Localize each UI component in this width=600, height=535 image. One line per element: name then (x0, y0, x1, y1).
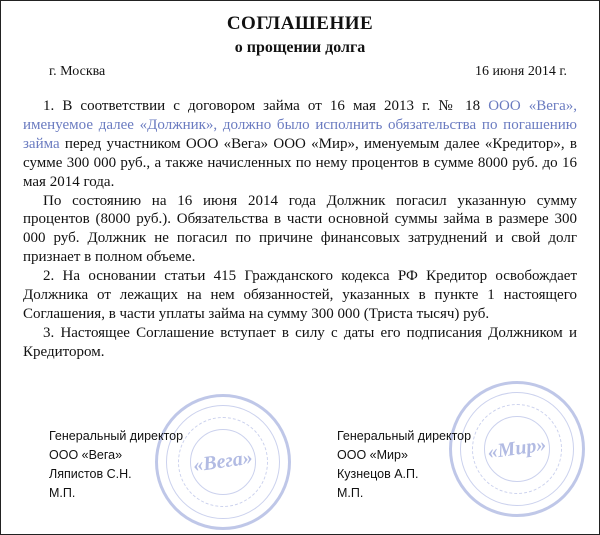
signature-block-left (49, 427, 183, 503)
signer-position-right: Генеральный директор (337, 429, 472, 443)
signer-position-left: Генеральный директор (49, 429, 184, 443)
stamp-place-left: М.П. (49, 486, 76, 500)
signer-name-left: Ляпистов С.Н. (49, 467, 132, 481)
seal-mir-name: «Мир» (486, 433, 548, 464)
signature-block-right (337, 427, 471, 503)
signer-org-left: ООО «Вега» (49, 448, 123, 462)
paragraph-1-end: перед участником ООО «Вега» ООО «Мир», именуемым далее «Кредитор», в сумме 300 000 руб., а также начисленных по нему процентов в сумме 8000 руб. до 16 мая 2014 года. (23, 135, 577, 190)
paragraph-1-start: 1. В соответствии с договором займа от 16 мая 2013 г. № 18 (43, 98, 489, 114)
document-city: г. Москва (49, 64, 106, 79)
paragraph-3: 2. На основании статьи 415 Гражданского кодекса РФ Кредитор освобождает Должника от лежащих на нем обязанностей, указанных в пункте 1 настоящего Соглашения, в части уплаты займа на сумму 300 000 (Триста тысяч) руб. (23, 268, 577, 322)
paragraph-4: 3. Настоящее Соглашение вступает в силу с даты его подписания Должником и Кредитором. (23, 324, 577, 360)
seal-vega-name: «Вега» (191, 446, 254, 477)
document-body (23, 97, 577, 362)
document-date: 16 июня 2014 г. (474, 64, 567, 79)
signer-org-right: ООО «Мир» (337, 448, 408, 462)
paragraph-1-highlight: ООО «Вега», именуемое далее «Должник», должно было исполнить обязательства по погашению займа (23, 98, 577, 152)
paragraph-2: По состоянию на 16 июня 2014 года Должник погасил указанную сумму процентов (8000 руб.). Обязательства в части основной суммы займа в размере 300 000 руб. Должник не погасил по причине финансовых затруднений и свой долг признает в полном объеме. (23, 192, 577, 266)
stamp-place-right: М.П. (337, 486, 364, 500)
document-title: СОГЛАШЕНИЕ (226, 13, 374, 34)
document-subtitle: о прощении долга (234, 39, 366, 56)
paragraph-1 (23, 97, 577, 192)
signer-name-right: Кузнецов А.П. (337, 467, 419, 481)
